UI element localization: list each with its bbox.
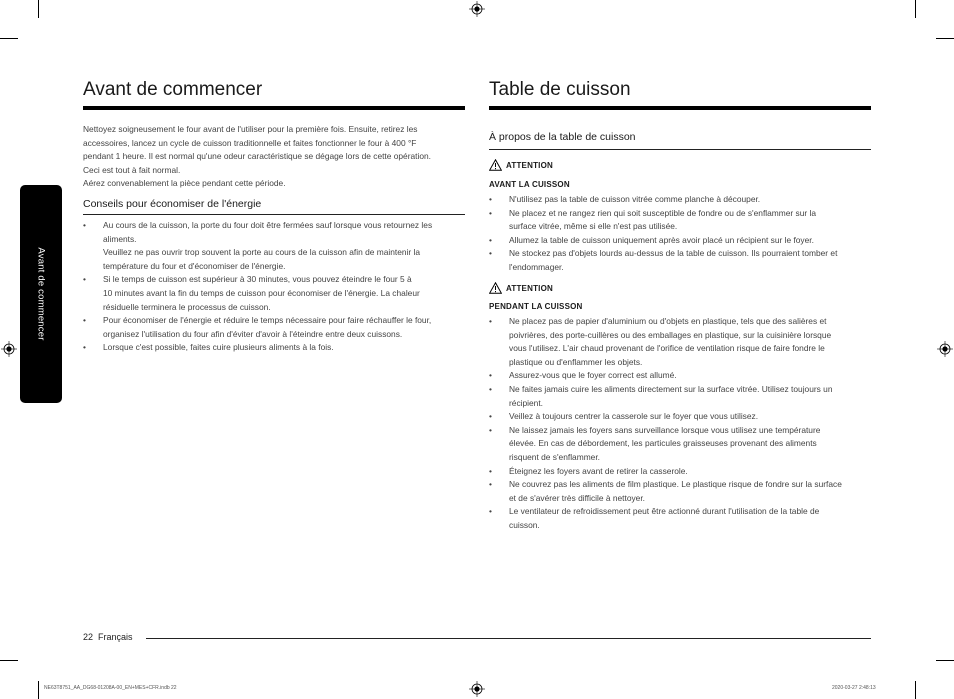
attention-label: ATTENTION [506, 283, 553, 293]
intro-line: pendant 1 heure. Il est normal qu'une odeur caractéristique se dégage lors de cette opération. [83, 151, 431, 162]
left-page-title: Avant de commencer [83, 79, 263, 100]
list-item-line: • Au cours de la cuisson, la porte du four doit être fermées sauf lorsque vous retournez les [103, 220, 433, 230]
energy-tips-heading: Conseils pour économiser de l'énergie [83, 198, 262, 210]
list-item [489, 383, 871, 410]
intro-line: accessoires, lancez un cycle de cuisson traditionnelle et faites fonctionner le four à 400 °F [83, 137, 417, 148]
list-item-line: récipient. [509, 397, 543, 408]
list-item-line: surface vitrée, même si elle n'est pas utilisée. [509, 221, 678, 232]
list-item [489, 505, 871, 532]
list-item-line: cuisson. [509, 519, 540, 530]
list-item-line: • Ne faites jamais cuire les aliments directement sur la surface vitrée. Utilisez toujours un [509, 383, 833, 394]
page-footer [83, 632, 133, 642]
cooktop-subheading: À propos de la table de cuisson [489, 131, 636, 143]
during-cooking-heading: PENDANT LA CUISSON [489, 302, 583, 311]
intro-line: Aérez convenablement la pièce pendant cette période. [83, 178, 286, 189]
left-title-rule [83, 106, 465, 110]
print-file-slug: NE63T8751_AA_DG68-01208A-00_EN+MES+CFR.indb 22 [44, 685, 177, 691]
before-cooking-list [489, 193, 871, 275]
warning-triangle-icon [489, 159, 502, 171]
list-item-line: • Le ventilateur de refroidissement peut être actionné durant l'utilisation de la table de [509, 506, 820, 517]
intro-line: Nettoyez soigneusement le four avant de l'utiliser pour la première fois. Ensuite, retirez les [83, 124, 418, 134]
list-item-line: • Ne placez et ne rangez rien qui soit susceptible de fondre ou de s'enflammer sur la [509, 207, 816, 218]
list-item [489, 424, 871, 465]
crop-mark [0, 38, 18, 39]
list-item-line: • Si le temps de cuisson est supérieur à 30 minutes, vous pouvez éteindre le four 5 à [103, 274, 412, 285]
list-item-line: 10 minutes avant la fin du temps de cuisson pour économiser de l'énergie. La chaleur [103, 287, 420, 298]
registration-mark-icon [469, 1, 485, 17]
attention-caution [489, 159, 553, 171]
warning-triangle-icon [489, 282, 502, 294]
right-title-rule [489, 106, 871, 110]
list-item-line: et de s'avérer très difficile à nettoyer. [509, 492, 645, 503]
list-item [83, 314, 465, 341]
list-item [489, 193, 871, 207]
list-item-line: élevée. En cas de débordement, les particules graisseuses provenant des aliments [509, 438, 817, 449]
list-item-line: • Ne laissez jamais les foyers sans surveillance lorsque vous utilisez une température [509, 424, 821, 435]
list-item-line: poivrières, des porte-cuillères ou des emballages en plastique, sur la cuisinière lorsque [509, 329, 832, 340]
energy-tips-rule [83, 214, 465, 215]
attention-caution [489, 282, 553, 294]
print-date-slug: 2020-03-27 2:48:13 [832, 685, 876, 691]
list-item-line: aliments. [103, 233, 137, 244]
list-item-line: • Veillez à toujours centrer la casserole sur le foyer que vous utilisez. [509, 411, 759, 422]
crop-mark [936, 660, 954, 661]
list-item-line: résiduelle terminera le processus de cuisson. [103, 301, 271, 312]
list-item [489, 207, 871, 234]
list-item-line: • N'utilisez pas la table de cuisson vitrée comme planche à découper. [509, 194, 761, 204]
during-cooking-list [489, 315, 871, 533]
cooktop-subheading-rule [489, 149, 871, 150]
list-item-line: • Ne couvrez pas les aliments de film plastique. Le plastique risque de fondre sur la surface [509, 479, 842, 490]
list-item-line: • Assurez-vous que le foyer correct est allumé. [509, 370, 677, 381]
intro-paragraph [83, 123, 465, 191]
list-item [489, 478, 871, 505]
energy-tips-list [83, 219, 465, 355]
list-item [83, 219, 465, 273]
list-item-line: température du four et d'économiser de l'énergie. [103, 260, 286, 271]
list-item-line: • Ne stockez pas d'objets lourds au-dessus de la table de cuisson. Ils pourraient tomber et [509, 248, 838, 259]
footer-language: Français [98, 632, 133, 642]
list-item [489, 410, 871, 424]
footer-rule [146, 638, 871, 639]
chapter-side-tab [20, 185, 62, 403]
crop-mark [936, 38, 954, 39]
registration-mark-icon [1, 341, 17, 357]
registration-mark-icon [937, 341, 953, 357]
crop-mark [915, 681, 916, 699]
registration-mark-icon [469, 681, 485, 697]
list-item [83, 273, 465, 314]
list-item-line: risquent de s'enflammer. [509, 451, 600, 462]
list-item-line: • Ne placez pas de papier d'aluminium ou d'objets en plastique, tels que des salières et [509, 316, 827, 326]
crop-mark [0, 660, 18, 661]
list-item [489, 234, 871, 248]
page-number: 22 [83, 632, 94, 642]
list-item-line: plastique ou d'enflammer les objets. [509, 356, 643, 367]
list-item [489, 465, 871, 479]
list-item [489, 369, 871, 383]
crop-mark [38, 0, 39, 18]
crop-mark [38, 681, 39, 699]
crop-mark [915, 0, 916, 18]
list-item [489, 247, 871, 274]
list-item-line: vous l'utilisez. L'air chaud provenant de l'orifice de ventilation risque de faire fondre le [509, 343, 825, 354]
list-item-line: • Éteignez les foyers avant de retirer la casserole. [509, 465, 688, 476]
right-page-title: Table de cuisson [489, 79, 631, 100]
list-item-line: organisez l'utilisation du four afin d'éviter d'avoir à l'éteindre entre deux cuissons. [103, 328, 403, 339]
list-item-line: • Lorsque c'est possible, faites cuire plusieurs aliments à la fois. [103, 342, 334, 353]
list-item-line: Veuillez ne pas ouvrir trop souvent la porte au cours de la cuisson afin de maintenir la [103, 247, 421, 258]
list-item-line: • Allumez la table de cuisson uniquement après avoir placé un récipient sur le foyer. [509, 234, 814, 245]
intro-line: Ceci est tout à fait normal. [83, 164, 181, 175]
before-cooking-heading: AVANT LA CUISSON [489, 180, 570, 189]
list-item-line: • Pour économiser de l'énergie et réduire le temps nécessaire pour faire réchauffer le four, [103, 315, 432, 326]
chapter-side-tab-label: Avant de commencer [35, 247, 47, 341]
list-item [489, 315, 871, 369]
attention-label: ATTENTION [506, 160, 553, 170]
list-item-line: l'endommager. [509, 261, 564, 272]
list-item [83, 341, 465, 355]
